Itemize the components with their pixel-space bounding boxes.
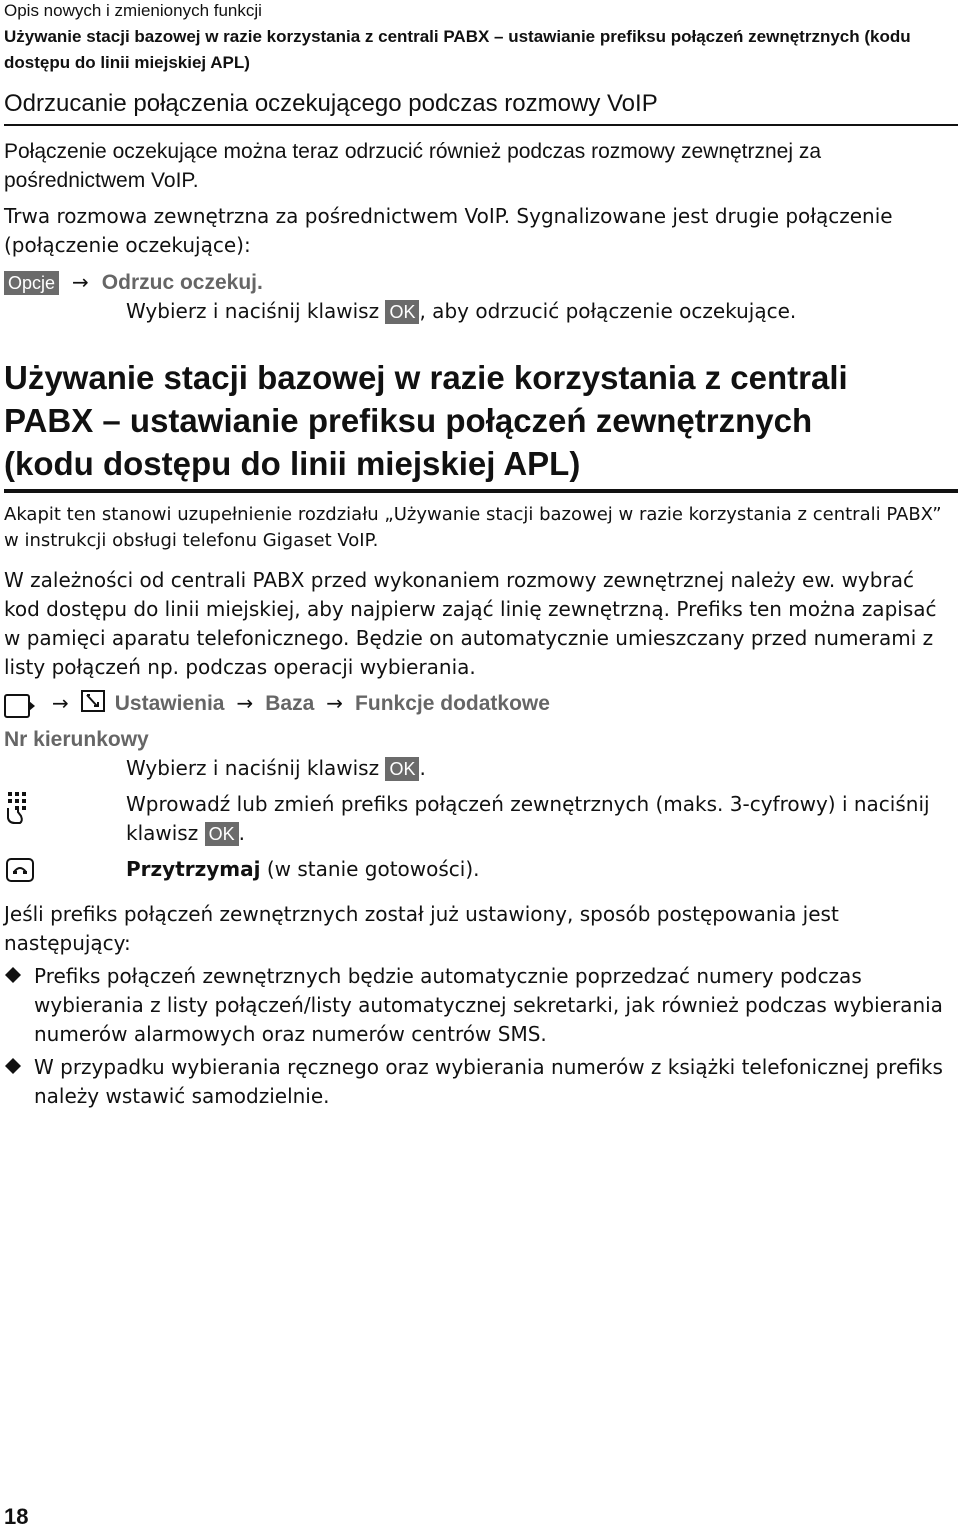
diamond-bullet-icon xyxy=(4,966,22,984)
keypad-icon xyxy=(4,790,40,831)
section2-menu-path xyxy=(4,688,550,718)
running-header-section: Używanie stacji bazowej w razie korzystania z centrali PABX – ustawianie prefiksu połączeń zewnętrznych (kodu dostępu do linii miejskiej APL) xyxy=(4,27,911,72)
bullet-text: W przypadku wybierania ręcznego oraz wybierania numerów z książki telefonicznej prefiks należy wstawić samodzielnie. xyxy=(34,1055,943,1108)
step2-text: Wprowadź lub zmień prefiks połączeń zewnętrznych (maks. 3-cyfrowy) i naciśnij klawisz xyxy=(126,792,930,845)
settings-icon xyxy=(81,690,105,723)
step3-bold: Przytrzymaj xyxy=(126,857,261,881)
softkey-opcje[interactable]: Opcje xyxy=(4,271,59,295)
section2-para: W zależności od centrali PABX przed wykonaniem rozmowy zewnętrznej należy ew. wybrać kod dostępu do linii miejskiej, aby najpierw zająć linię zewnętrzną. Prefiks ten można zapisać w pamięci aparatu telefonicznego. Będzie on automatycznie umieszczany przed numerami z listy połączeń np. podczas operacji wybierania. xyxy=(4,568,937,679)
section1-menu-path xyxy=(4,268,263,297)
menu-key-icon[interactable] xyxy=(4,694,30,718)
step2-text-after: . xyxy=(238,821,245,845)
section2-step2 xyxy=(126,790,946,848)
arrow-icon: → xyxy=(326,691,344,715)
menu-item-baza[interactable]: Baza xyxy=(265,692,315,715)
menu-item-odrzuc[interactable]: Odrzuc oczekuj. xyxy=(101,271,263,294)
step-text: Wybierz i naciśnij klawisz xyxy=(126,299,380,323)
section1-step xyxy=(126,297,946,326)
step1-text: Wybierz i naciśnij klawisz xyxy=(126,756,380,780)
section2-rule xyxy=(4,489,958,493)
step1-text-after: . xyxy=(419,756,426,780)
page-number: 18 xyxy=(4,1504,29,1529)
arrow-icon: → xyxy=(52,691,69,715)
arrow-icon: → xyxy=(72,270,89,294)
ok-key[interactable]: OK xyxy=(385,300,419,324)
menu-item-funkcje-dodatkowe[interactable]: Funkcje dodatkowe xyxy=(355,692,550,715)
menu-item-ustawienia[interactable]: Ustawienia xyxy=(114,692,225,715)
step3-rest: (w stanie gotowości). xyxy=(260,857,480,881)
section2-after-intro: Jeśli prefiks połączeń zewnętrznych został już ustawiony, sposób postępowania jest następujący: xyxy=(4,902,839,955)
ok-key[interactable]: OK xyxy=(205,822,239,846)
section2-title: Używanie stacji bazowej w razie korzystania z centrali PABX – ustawianie prefiksu połączeń zewnętrznych (kodu dostępu do linii miejskiej APL) xyxy=(4,359,848,482)
end-call-key-icon[interactable] xyxy=(6,858,34,887)
section2-note: Akapit ten stanowi uzupełnienie rozdziału „Używanie stacji bazowej w razie korzystania z centrali PABX” w instrukcji obsługi telefonu Gigaset VoIP. xyxy=(4,504,942,551)
section2-step3 xyxy=(126,855,946,884)
section1-rule xyxy=(4,124,958,126)
menu-item-nr-kierunkowy[interactable]: Nr kierunkowy xyxy=(4,728,149,751)
ok-key[interactable]: OK xyxy=(385,757,419,781)
arrow-icon: → xyxy=(236,691,254,715)
section2-step1 xyxy=(126,754,946,783)
bullet-text: Prefiks połączeń zewnętrznych będzie automatycznie poprzedzać numery podczas wybierania z listy połączeń/listy automatycznej sekretarki, jak również podczas wybierania numerów alarmowych oraz numerów centrów SMS. xyxy=(34,964,943,1046)
section1-intro: Połączenie oczekujące można teraz odrzucić również podczas rozmowy zewnętrznej za pośrednictwem VoIP. xyxy=(4,140,822,192)
section1-condition: Trwa rozmowa zewnętrzna za pośrednictwem VoIP. Sygnalizowane jest drugie połączenie (połączenie oczekujące): xyxy=(4,204,893,257)
running-header-chapter: Opis nowych i zmienionych funkcji xyxy=(4,1,262,20)
step-text-after: , aby odrzucić połączenie oczekujące. xyxy=(419,299,797,323)
diamond-bullet-icon xyxy=(4,1057,22,1075)
section1-title: Odrzucanie połączenia oczekującego podczas rozmowy VoIP xyxy=(4,90,658,117)
